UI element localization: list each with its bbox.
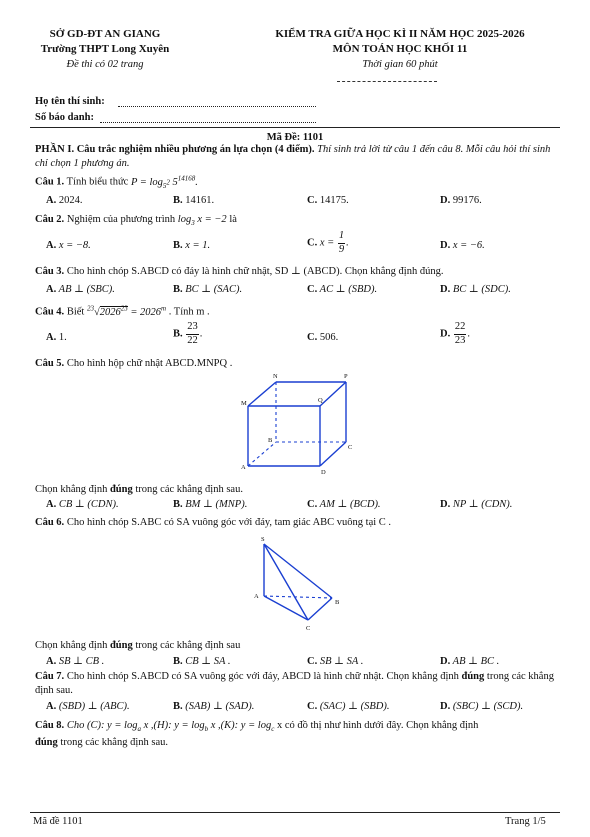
q4-option-d[interactable]: D. $\frac{22}{23}$ . — [440, 321, 470, 346]
q4-expression: $^{23}√2026^{23} = 2026^m$ — [86, 304, 167, 318]
q8-line2: đúng trong các khẳng định sau. — [35, 737, 169, 748]
footer-page-number: Trang 1/5 — [505, 816, 546, 827]
q2-option-a[interactable]: A. x = −8. — [46, 240, 91, 251]
q4-option-a[interactable]: A. 1. — [46, 332, 67, 343]
q4-label: Câu 4. — [35, 306, 65, 318]
q7-text: Cho hình chóp S.ABCD có SA vuông góc với đáy, ABCD là hình chữ nhật. Chọn khẳng định — [66, 671, 462, 682]
q2-option-d[interactable]: D. x = −6. — [440, 240, 485, 251]
q3-option-c[interactable]: C. AC ⊥ (SBD). — [307, 284, 378, 295]
q3-option-b[interactable]: B. BC ⊥ (SAC). — [173, 284, 243, 295]
q6-option-a[interactable]: A. SB ⊥ CB . — [46, 656, 105, 667]
vertex-m-label: M — [241, 400, 247, 407]
q2-option-c[interactable]: C. x = $\frac{1}{9}$ . — [307, 230, 349, 255]
question-4: Câu 4. Biết $^{23}√2026^{23} = 2026^m$ . Tính m . — [35, 304, 210, 318]
question-8: Câu 8. Cho (C): $y = \log_a x$ ,(H): $y = \log_b x$ ,(K): $y = \log_c x$ có đồ thị như hình dưới đây. Chọn khẳng định — [35, 720, 479, 734]
vertex-c-label: C — [306, 625, 311, 632]
q5-option-c[interactable]: C. AM ⊥ (BCD). — [307, 499, 381, 510]
q4-option-b[interactable]: B. $\frac{23}{22}$ . — [173, 321, 203, 346]
q6-option-b[interactable]: B. CB ⊥ SA . — [173, 656, 231, 667]
page-count-note: Đề thi có 02 trang — [66, 59, 144, 70]
q6-label: Câu 6. — [35, 517, 65, 528]
time-limit: Thời gian 60 phút — [362, 59, 438, 70]
q7-label: Câu 7. — [35, 671, 65, 682]
q7-option-d[interactable]: D. (SBC) ⊥ (SCD). — [440, 701, 524, 712]
q1-option-d[interactable]: D. 99176. — [440, 195, 482, 206]
student-id-label: Số báo danh: — [35, 112, 94, 123]
question-3 — [35, 265, 443, 278]
q5-prompt: Chọn khẳng định đúng trong các khẳng định sau. — [35, 484, 243, 495]
exam-code: Mã Đề: 1101 — [266, 132, 324, 143]
school-name: Trường THPT Long Xuyên — [40, 43, 170, 55]
q1-option-b[interactable]: B. 14161. — [173, 195, 215, 206]
q1-expression: $P = \log_{5^2} 5^{14168}$. — [130, 174, 198, 190]
vertex-a-label: A — [254, 593, 259, 600]
q5-option-b[interactable]: B. BM ⊥ (MNP). — [173, 499, 248, 510]
student-name-field[interactable] — [118, 106, 316, 107]
vertex-b-label: B — [335, 599, 340, 606]
question-5 — [35, 357, 232, 370]
question-1 — [35, 174, 198, 190]
part1-title: PHẦN I. Câu trắc nghiệm nhiều phương án lựa chọn (4 điểm). — [35, 144, 315, 155]
q2-text: Nghiệm của phương trình — [66, 214, 176, 225]
q6-option-c[interactable]: C. SB ⊥ SA . — [307, 656, 364, 667]
part1-instruction: Thí sinh trả lời từ câu 1 đến câu 8. Mỗi câu hỏi thí sinh chỉ chọn 1 phương án. — [35, 144, 551, 169]
student-name-label: Họ tên thí sinh: — [35, 96, 105, 107]
q2-label: Câu 2. — [35, 214, 65, 225]
vertex-q-label: Q — [318, 397, 323, 404]
header-divider — [337, 81, 437, 82]
q3-option-d[interactable]: D. BC ⊥ (SDC). — [440, 284, 511, 295]
question-2: Câu 2. Nghiệm của phương trình $\log_3 x = -2$ là — [35, 214, 237, 228]
exam-title: KIỂM TRA GIỮA HỌC KÌ II NĂM HỌC 2025-2026 — [275, 28, 525, 40]
q5-option-a[interactable]: A. CB ⊥ (CDN). — [46, 499, 119, 510]
cuboid-figure — [238, 372, 368, 482]
pyramid-figure — [248, 534, 354, 632]
q8-label: Câu 8. — [35, 720, 65, 731]
q7-option-b[interactable]: B. (SAB) ⊥ (SAD). — [173, 701, 255, 712]
q6-text: Cho hình chóp S.ABC có SA vuông góc với đáy, tam giác ABC vuông tại C . — [66, 517, 392, 528]
q2-option-b[interactable]: B. x = 1. — [173, 240, 211, 251]
q4-option-c[interactable]: C. 506. — [307, 332, 339, 343]
q5-text: Cho hình hộp chữ nhật ABCD.MNPQ . — [66, 358, 233, 369]
info-divider — [30, 127, 560, 128]
question-7: Câu 7. Cho hình chóp S.ABCD có SA vuông góc với đáy, ABCD là hình chữ nhật. Chọn khẳng định đúng trong các khẳng định sau. — [35, 671, 554, 696]
vertex-b-label: B — [268, 437, 273, 444]
q1-text: Tính biểu thức — [66, 176, 129, 188]
question-6 — [35, 516, 391, 529]
q3-text: Cho hình chóp S.ABCD có đáy là hình chữ nhật, SD ⊥ (ABCD). Chọn khẳng định đúng. — [66, 266, 444, 277]
footer-exam-code: Mã đề 1101 — [33, 816, 83, 827]
subject-title: MÔN TOÁN HỌC KHỐI 11 — [332, 43, 468, 55]
q5-label: Câu 5. — [35, 358, 65, 369]
vertex-a-label: A — [241, 464, 246, 471]
vertex-p-label: P — [344, 373, 348, 380]
footer-divider — [30, 812, 560, 813]
q6-option-d[interactable]: D. AB ⊥ BC . — [440, 656, 500, 667]
q1-option-a[interactable]: A. 2024. — [46, 195, 83, 206]
q5-option-d[interactable]: D. NP ⊥ (CDN). — [440, 499, 513, 510]
q8-expression: Cho (C): $y = \log_a x$ ,(H): $y = \log_b x$ ,(K): $y = \log_c$ — [66, 720, 275, 734]
q6-prompt: Chọn khẳng định đúng trong các khẳng định sau — [35, 640, 241, 651]
q1-label: Câu 1. — [35, 176, 65, 188]
q3-option-a[interactable]: A. AB ⊥ (SBC). — [46, 284, 115, 295]
q7-option-a[interactable]: A. (SBD) ⊥ (ABC). — [46, 701, 130, 712]
q2-expression: $\log_3 x = -2$ — [177, 214, 227, 228]
vertex-d-label: D — [321, 469, 326, 476]
q4-text: Biết — [66, 306, 85, 318]
vertex-c-label: C — [348, 444, 353, 451]
q7-option-c[interactable]: C. (SAC) ⊥ (SBD). — [307, 701, 390, 712]
department-name: SỞ GD-ĐT AN GIANG — [49, 28, 161, 40]
vertex-s-label: S — [261, 536, 265, 543]
student-id-field[interactable] — [100, 122, 316, 123]
q3-label: Câu 3. — [35, 266, 65, 277]
part1-heading — [35, 143, 565, 170]
q1-option-c[interactable]: C. 14175. — [307, 195, 349, 206]
vertex-n-label: N — [273, 373, 278, 380]
